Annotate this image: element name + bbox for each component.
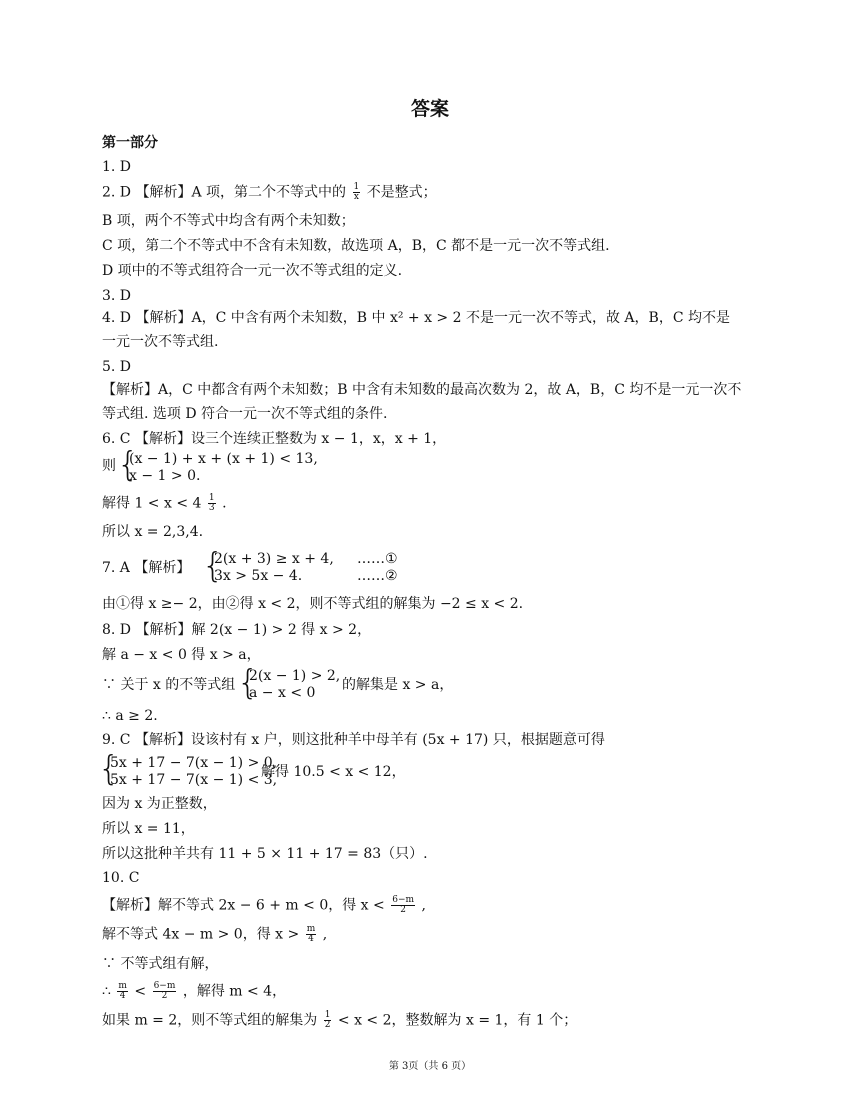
text-segment: < x < 2，整数解为 x = 1，有 1 个； bbox=[337, 1012, 578, 1029]
text-segment: < bbox=[134, 983, 147, 1000]
text-segment: ∴ bbox=[102, 983, 111, 1000]
answer-10-step: ∵ 不等式组有解， bbox=[102, 956, 219, 972]
answer-9-explanation: 9. C 【解析】设该村有 x 户，则这批种羊中母羊有 (5x + 17) 只，根据题意可得 bbox=[102, 732, 605, 748]
answer-2-item-d: D 项中的不等式组符合一元一次不等式组的定义. bbox=[102, 263, 403, 279]
text-segment: 2. D 【解析】A 项，第二个不等式中的 bbox=[102, 184, 347, 201]
fraction-numerator: 1 bbox=[208, 493, 215, 503]
system-row: 2(x − 1) > 2, bbox=[249, 668, 341, 684]
inequality-system bbox=[129, 451, 318, 485]
fraction-denominator: 3 bbox=[208, 503, 215, 513]
system-row: 5x + 17 − 7(x − 1) < 3, bbox=[110, 772, 278, 788]
system-row: (x − 1) + x + (x + 1) < 13, bbox=[129, 451, 318, 467]
fraction bbox=[391, 896, 415, 915]
answer-7-prefix: 7. A 【解析】 bbox=[102, 560, 191, 576]
fraction-numerator: 1 bbox=[324, 1010, 331, 1020]
marker-1: ……① bbox=[357, 551, 398, 567]
answer-2-item-b: B 项，两个不等式中均含有两个未知数； bbox=[102, 213, 355, 229]
fraction-denominator: x bbox=[353, 192, 359, 202]
answer-6-solution bbox=[102, 494, 227, 513]
fraction-denominator: 2 bbox=[161, 991, 168, 1001]
answer-9-solution: 解得 10.5 < x < 12， bbox=[261, 764, 406, 780]
fraction-denominator: 4 bbox=[119, 991, 126, 1001]
answer-10-step bbox=[102, 1011, 577, 1030]
fraction-numerator: 6−m bbox=[153, 981, 176, 991]
text-segment: 如果 m = 2，则不等式组的解集为 bbox=[102, 1012, 318, 1029]
text-segment: 不是整式； bbox=[366, 184, 437, 201]
answer-10-explanation bbox=[102, 896, 426, 915]
fraction-denominator: 2 bbox=[400, 905, 406, 915]
system-prefix: 则 bbox=[102, 458, 116, 474]
fraction bbox=[306, 925, 317, 944]
text-segment: , bbox=[421, 897, 426, 914]
system-row: x − 1 > 0. bbox=[129, 468, 201, 484]
inequality-system bbox=[214, 551, 334, 585]
text-segment: . bbox=[222, 495, 227, 512]
text-segment: 解不等式 4x − m > 0，得 x > bbox=[102, 926, 300, 943]
fraction bbox=[353, 183, 361, 202]
marker-2: ……② bbox=[357, 568, 398, 584]
answer-7-solution: 由①得 x ≥− 2，由②得 x < 2，则不等式组的解集为 −2 ≤ x < 2. bbox=[102, 596, 524, 612]
fraction bbox=[153, 982, 177, 1001]
page-title: 答案 bbox=[410, 98, 449, 120]
answer-4-explanation: 4. D 【解析】A，C 中含有两个未知数，B 中 x² + x > 2 不是一元一次不等式，故 A，B，C 均不是 bbox=[102, 310, 730, 326]
system-row: a − x < 0 bbox=[249, 685, 316, 701]
answer-2-item-c: C 项，第二个不等式中不含有未知数，故选项 A，B，C 都不是一元一次不等式组. bbox=[102, 238, 610, 254]
answer-8-suffix: 的解集是 x > a， bbox=[342, 677, 454, 693]
fraction-numerator: m bbox=[306, 924, 316, 934]
answer-10-step bbox=[102, 982, 286, 1001]
answer-8-prefix: ∵ 关于 x 的不等式组 bbox=[102, 677, 236, 693]
text-segment: ，解得 m < 4， bbox=[182, 983, 287, 1000]
inequality-system bbox=[249, 668, 340, 702]
inequality-system bbox=[110, 755, 277, 789]
answer-6-explanation: 6. C 【解析】设三个连续正整数为 x − 1，x，x + 1， bbox=[102, 431, 447, 447]
fraction bbox=[324, 1011, 332, 1030]
system-row: 5x + 17 − 7(x − 1) > 0, bbox=[110, 755, 278, 771]
answer-5-continued: 等式组. 选项 D 符合一元一次不等式组的条件. bbox=[102, 406, 388, 422]
answer-5-explanation: 【解析】A，C 中都含有两个未知数；B 中含有未知数的最高次数为 2，故 A，B，C 均不是一元一次不 bbox=[102, 382, 742, 398]
answer-1: 1. D bbox=[102, 159, 132, 175]
fraction-numerator: 6−m bbox=[392, 895, 415, 905]
equation-markers bbox=[357, 551, 398, 585]
answer-9-conclusion: 所以这批种羊共有 11 + 5 × 11 + 17 = 83（只）. bbox=[102, 846, 428, 862]
answer-4-continued: 一元一次不等式组. bbox=[102, 334, 219, 350]
answer-8-conclusion: ∴ a ≥ 2. bbox=[102, 708, 158, 724]
left-brace: { bbox=[202, 546, 224, 586]
text-segment: , bbox=[322, 926, 328, 943]
answer-9-step: 所以 x = 11， bbox=[102, 821, 195, 837]
page-footer: 第 3页（共 6 页） bbox=[388, 1061, 472, 1072]
answer-10: 10. C bbox=[102, 870, 140, 886]
answer-8-explanation: 8. D 【解析】解 2(x − 1) > 2 得 x > 2， bbox=[102, 622, 372, 638]
answer-8-step: 解 a − x < 0 得 x > a， bbox=[102, 647, 261, 663]
system-row: 3x > 5x − 4. bbox=[214, 568, 303, 584]
fraction-numerator: 1 bbox=[353, 182, 360, 192]
fraction-denominator: 4 bbox=[308, 934, 314, 944]
answer-6-conclusion: 所以 x = 2,3,4. bbox=[102, 524, 204, 540]
answer-9-step: 因为 x 为正整数， bbox=[102, 796, 217, 812]
section-heading: 第一部分 bbox=[102, 135, 158, 151]
answer-3: 3. D bbox=[102, 288, 132, 304]
fraction-numerator: m bbox=[118, 981, 127, 991]
text-segment: 解得 1 < x < 4 bbox=[102, 495, 202, 512]
left-brace: { bbox=[237, 663, 259, 703]
left-brace: { bbox=[98, 749, 120, 789]
text-segment: 【解析】解不等式 2x − 6 + m < 0，得 x < bbox=[102, 897, 385, 914]
system-row: 2(x + 3) ≥ x + 4, bbox=[214, 551, 334, 567]
fraction-denominator: 2 bbox=[324, 1020, 331, 1030]
answer-5: 5. D bbox=[102, 359, 132, 375]
left-brace: { bbox=[117, 445, 139, 485]
answer-10-step bbox=[102, 925, 327, 944]
answer-2-explanation bbox=[102, 183, 437, 202]
fraction bbox=[208, 494, 216, 513]
fraction bbox=[117, 982, 128, 1001]
